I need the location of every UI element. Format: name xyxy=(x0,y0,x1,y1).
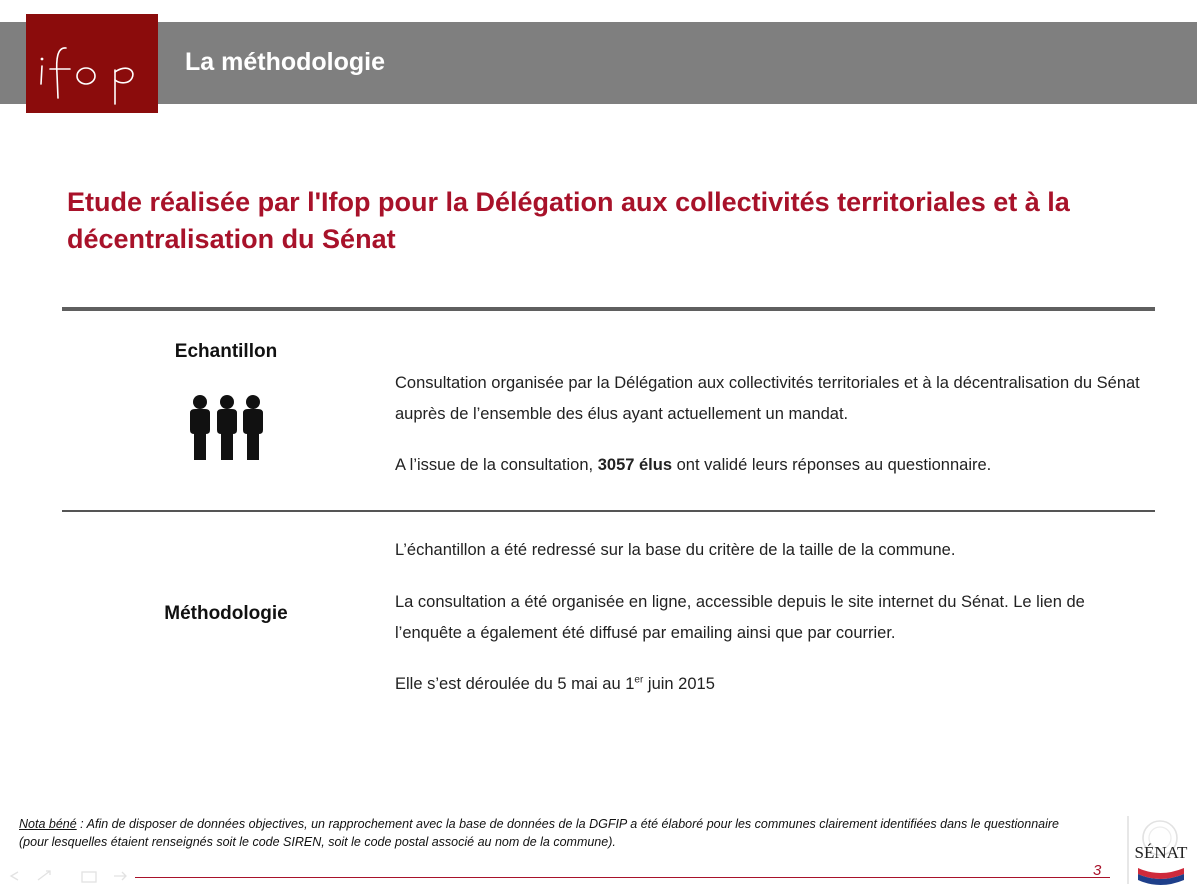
next-arrow-icon[interactable] xyxy=(114,872,126,880)
footnote-text: : Afin de disposer de données objectives, un rapprochement avec la base de données de la DGFIP a été élaboré pour les communes clairement identifiées dans le questionnaire (pour lesquelles étaient renseignés soit le code SIREN, soit le code postal associé au nom de la commune). xyxy=(19,817,1059,849)
collection-mode-text: La consultation a été organisée en ligne, accessible depuis le site internet du Sénat. Le lien de l’enquête a également été diffusé par emailing ainsi que par courrier. xyxy=(395,593,1085,642)
page-number: 3 xyxy=(1093,862,1102,879)
slides-icon[interactable] xyxy=(82,872,96,882)
section-divider-top xyxy=(62,307,1155,311)
senat-logo xyxy=(1120,814,1194,893)
section-divider-middle xyxy=(62,510,1155,512)
sample-result: A l’issue de la consultation, 3057 élus ont validé leurs réponses au questionnaire. xyxy=(395,456,992,474)
ifop-logo xyxy=(26,14,158,113)
page-title: La méthodologie xyxy=(185,48,385,76)
fieldwork-dates: Elle s’est déroulée du 5 mai au 1er juin 2015 xyxy=(395,674,715,693)
sample-label: Echantillon xyxy=(174,341,278,362)
header-bar xyxy=(0,22,1197,104)
footnote-label: Nota béné xyxy=(19,817,77,831)
senat-logo-text: SÉNAT xyxy=(1134,843,1188,862)
weighting-text: L’échantillon a été redressé sur la base du critère de la taille de la commune. xyxy=(395,541,956,559)
prev-arrow-icon[interactable] xyxy=(11,872,18,880)
methodology-label: Méthodologie xyxy=(164,603,288,624)
respondent-count: 3057 élus xyxy=(597,456,673,474)
footer-rule xyxy=(135,877,1110,878)
slide-nav-controls[interactable] xyxy=(8,868,138,889)
study-heading: Etude réalisée par l'Ifop pour la Délégation aux collectivités territoriales et à la décentralisation du Sénat xyxy=(67,187,1070,254)
people-group-icon xyxy=(187,394,267,469)
ifop-logo-mark xyxy=(26,14,158,113)
footnote xyxy=(19,815,1079,851)
sample-description: Consultation organisée par la Délégation aux collectivités territoriales et à la décentralisation du Sénat auprès de l’ensemble des élus ayant actuellement un mandat. xyxy=(395,374,1140,423)
pen-icon[interactable] xyxy=(38,871,50,880)
